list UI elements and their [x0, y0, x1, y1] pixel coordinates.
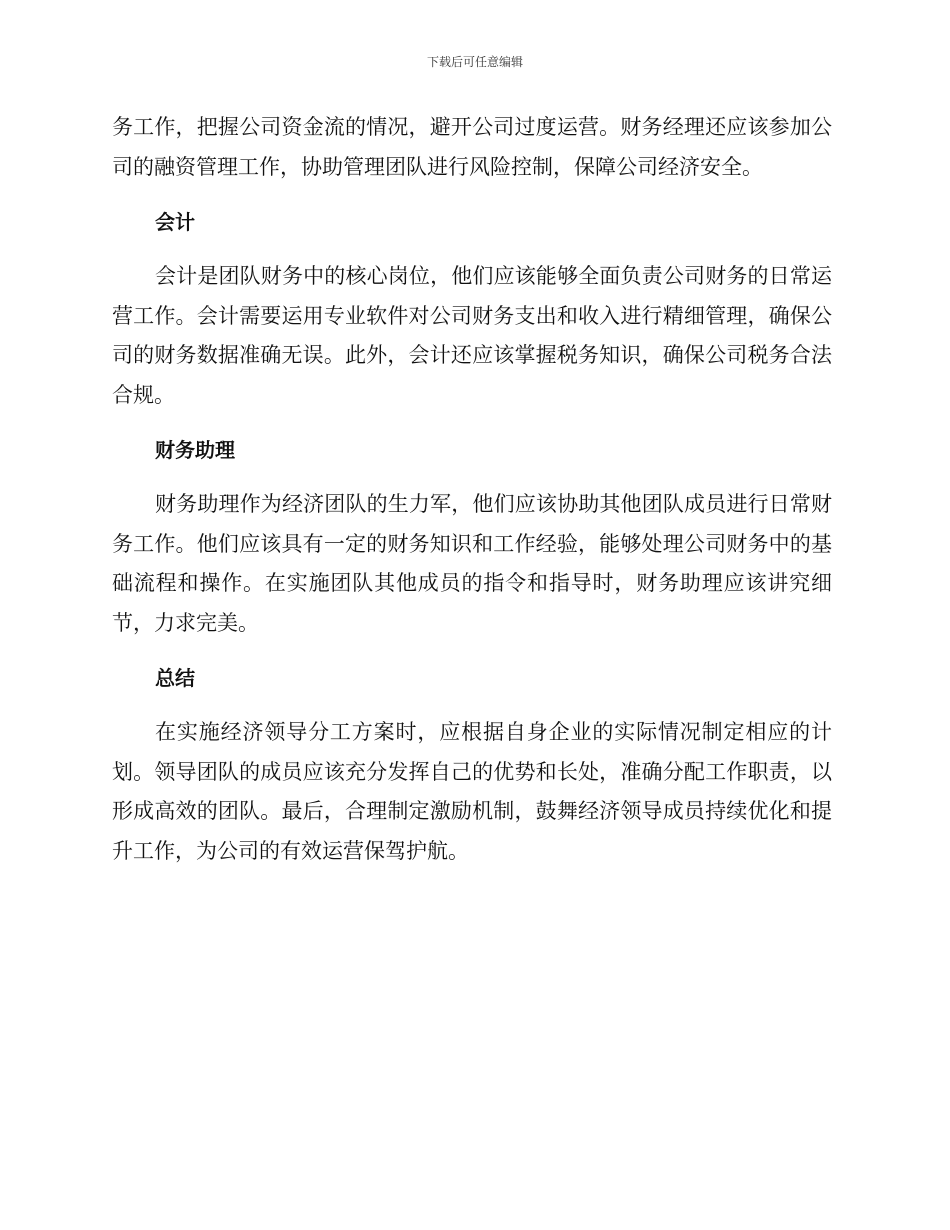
section-heading-accounting: 会计: [155, 210, 195, 234]
section-heading-summary: 总结: [155, 666, 195, 690]
page-header-note: 下载后可任意编辑: [426, 55, 523, 69]
section-body-summary: 在实施经济领导分工方案时，应根据自身企业的实际情况制定相应的计划。领导团队的成员应该充分发挥自己的优势和长处，准确分配工作职责，以形成高效的团队。最后，合理制定激励机制，鼓舞经济领导成员持续优化和提升工作，为公司的有效运营保驾护航。: [112, 720, 832, 863]
section-heading-finance-assistant: 财务助理: [155, 438, 235, 462]
section-body-accounting: 会计是团队财务中的核心岗位，他们应该能够全面负责公司财务的日常运营工作。会计需要运用专业软件对公司财务支出和收入进行精细管理，确保公司的财务数据准确无误。此外，会计还应该掌握税务知识，确保公司税务合法合规。: [112, 264, 832, 407]
section-body-finance-assistant: 财务助理作为经济团队的生力军，他们应该协助其他团队成员进行日常财务工作。他们应该具有一定的财务知识和工作经验，能够处理公司财务中的基础流程和操作。在实施团队其他成员的指令和指导时，财务助理应该讲究细节，力求完美。: [112, 492, 832, 635]
intro-paragraph: 务工作，把握公司资金流的情况，避开公司过度运营。财务经理还应该参加公司的融资管理工作，协助管理团队进行风险控制，保障公司经济安全。: [112, 115, 832, 179]
document-body: [112, 108, 832, 871]
